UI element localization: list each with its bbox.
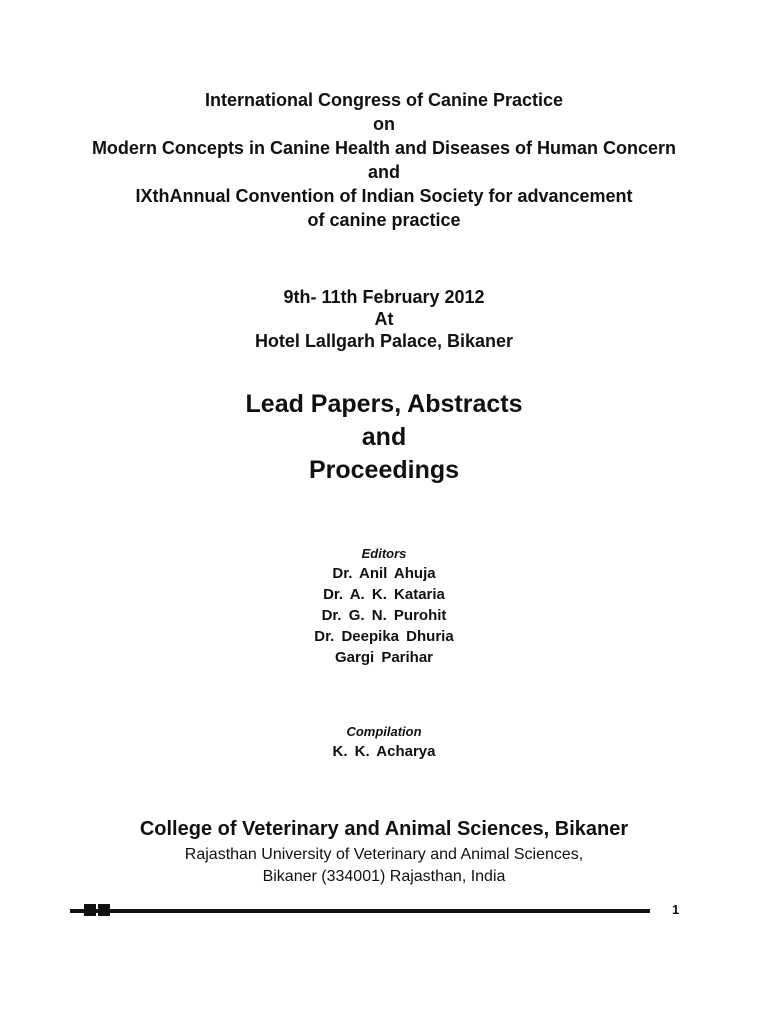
- congress-title: [0, 88, 768, 232]
- editor-name: Dr. Anil Ahuja: [332, 565, 436, 582]
- compilation-section: [0, 723, 768, 762]
- college-section: [0, 814, 768, 888]
- event-at: At: [374, 309, 394, 329]
- editors-section: [0, 545, 768, 668]
- title-line: on: [373, 114, 395, 134]
- title-line: and: [367, 162, 400, 182]
- heading-line: Proceedings: [308, 456, 460, 484]
- title-line: of canine practice: [307, 210, 461, 230]
- footer-rule: [70, 909, 650, 913]
- event-dates: 9th- 11th February 2012: [283, 287, 485, 307]
- university-name: Rajasthan University of Veterinary and Animal Sciences,: [184, 846, 584, 863]
- editors-label: Editors: [361, 546, 407, 561]
- publication-heading: [0, 388, 768, 487]
- title-line: IXthAnnual Convention of Indian Society for advancement: [135, 186, 633, 206]
- page-number: 1: [672, 902, 680, 917]
- editor-name: Dr. Deepika Dhuria: [314, 628, 454, 645]
- title-line: Modern Concepts in Canine Health and Diseases of Human Concern: [91, 138, 677, 158]
- footer-rule-mark: [98, 904, 110, 916]
- event-details: [0, 286, 768, 352]
- editor-name: Dr. G. N. Purohit: [321, 607, 447, 624]
- compilation-label: Compilation: [346, 724, 422, 739]
- editor-name: Gargi Parihar: [334, 649, 434, 666]
- title-line: International Congress of Canine Practice: [204, 90, 564, 110]
- college-name: College of Veterinary and Animal Sciences, Bikaner: [139, 818, 629, 840]
- compiler-name: K. K. Acharya: [332, 743, 436, 760]
- heading-line: Lead Papers, Abstracts: [245, 390, 523, 418]
- college-address: Bikaner (334001) Rajasthan, India: [262, 868, 506, 885]
- event-venue: Hotel Lallgarh Palace, Bikaner: [254, 331, 514, 351]
- heading-line: and: [361, 423, 407, 451]
- editor-name: Dr. A. K. Kataria: [323, 586, 445, 603]
- footer-rule-mark: [84, 904, 96, 916]
